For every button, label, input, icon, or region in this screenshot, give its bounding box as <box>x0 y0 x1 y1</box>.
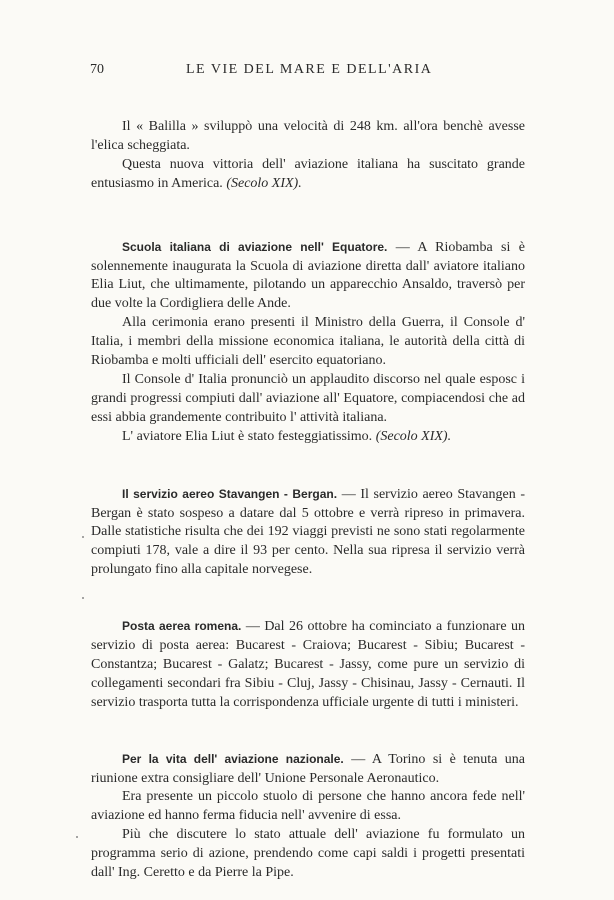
paragraph-text: Questa nuova vittoria dell' aviazione italiana ha suscitato grande entusiasmo in America. <box>91 156 525 191</box>
paragraph <box>91 156 525 194</box>
section-scuola-equatore <box>91 238 525 447</box>
paragraph-text: — Dal 26 ottobre ha cominciato a funzionare un servizio di posta aerea: Bucarest - Craiova; Bucarest - Sibiu; Bucarest - Constantza; Bucarest - Galatz; Bucarest - Jassy, come pure un servizio di collegamenti secondari fra Sibiu - Cluj, Jassy - Chisinau, Jassy - Cernauti. Il servizio trasporta tutta la corrispondenza ufficiale urgente di tutti i ministeri. <box>91 619 526 710</box>
paragraph <box>91 485 525 581</box>
running-title: LE VIE DEL MARE E DELL'ARIA <box>186 62 433 77</box>
section-balilla <box>91 118 525 194</box>
source-citation: (Secolo XIX). <box>226 175 302 191</box>
paragraph <box>91 428 525 447</box>
scan-speck <box>76 836 78 838</box>
section-heading: Il servizio aereo Stavangen - Bergan. <box>122 486 338 501</box>
paragraph: Più che discutere lo stato attuale dell' aviazione fu formulato un programma serio di azione, prendendo come capi saldi i progetti presentati dall' Ing. Ceretto e da Pierre la Pipe. <box>91 827 525 881</box>
paragraph <box>91 238 525 315</box>
paragraph: Il Console d' Italia pronunciò un applaudito discorso nel quale esposc i grandi progressi compiuti dall' aviazione all' Equatore, compiacendosi che ad essi abbia grandemente contribuito l' attività italiana. <box>91 371 525 425</box>
paragraph-text: L' aviatore Elia Liut è stato festeggiatissimo. <box>122 428 373 444</box>
page-header <box>90 62 524 84</box>
section-posta-romena <box>91 617 525 713</box>
section-aviazione-nazionale <box>91 750 525 883</box>
section-heading: Posta aerea romena. <box>122 619 242 634</box>
page-number: 70 <box>90 62 104 77</box>
paragraph: Alla cerimonia erano presenti il Ministro della Guerra, il Console d' Italia, i membri della missione economica italiana, le autorità della città di Riobamba e molti ufficiali dell' esercito equatoriano. <box>91 315 525 369</box>
scan-speck <box>82 597 84 599</box>
paragraph: Era presente un piccolo stuolo di persone che hanno ancora fede nell' aviazione ed hanno ferma fiducia nell' avvenire di essa. <box>91 789 525 824</box>
paragraph-text: — A Torino si è tenuta una riunione extra consigliare dell' Unione Personale Aeronautico. <box>91 751 526 786</box>
section-heading: Per la vita dell' aviazione nazionale. <box>122 751 344 766</box>
paragraph <box>91 617 525 713</box>
paragraph-text: — Il servizio aereo Stavangen - Bergan è stato sospeso a datare dal 5 ottobre e verrà ripreso in primavera. Dalle statistiche risulta che dei 192 viaggi previsti ne sono stati regolarmente compiuti 178, vale a dire il 93 per cento. Nella sua ripresa il servizio verrà prolungato fino alla capitale norvegese. <box>91 486 526 578</box>
paragraph-text: — A Riobamba si è solennemente inaugurata la Scuola di aviazione diretta dall' aviatore italiano Elia Liut, che ultimamente, pilotando un apparecchio Ansaldo, traversò per due volte la Cordigliera delle Ande. <box>91 239 525 312</box>
article-body <box>91 118 525 883</box>
source-citation: (Secolo XIX). <box>375 428 452 444</box>
paragraph: Il « Balilla » sviluppò una velocità di 248 km. all'ora benchè avesse l'elica scheggiata. <box>91 119 525 153</box>
paragraph <box>91 750 525 789</box>
section-stavangen-bergan <box>91 485 525 581</box>
section-heading: Scuola italiana di aviazione nell' Equatore. <box>122 239 388 254</box>
scan-speck <box>82 536 84 538</box>
